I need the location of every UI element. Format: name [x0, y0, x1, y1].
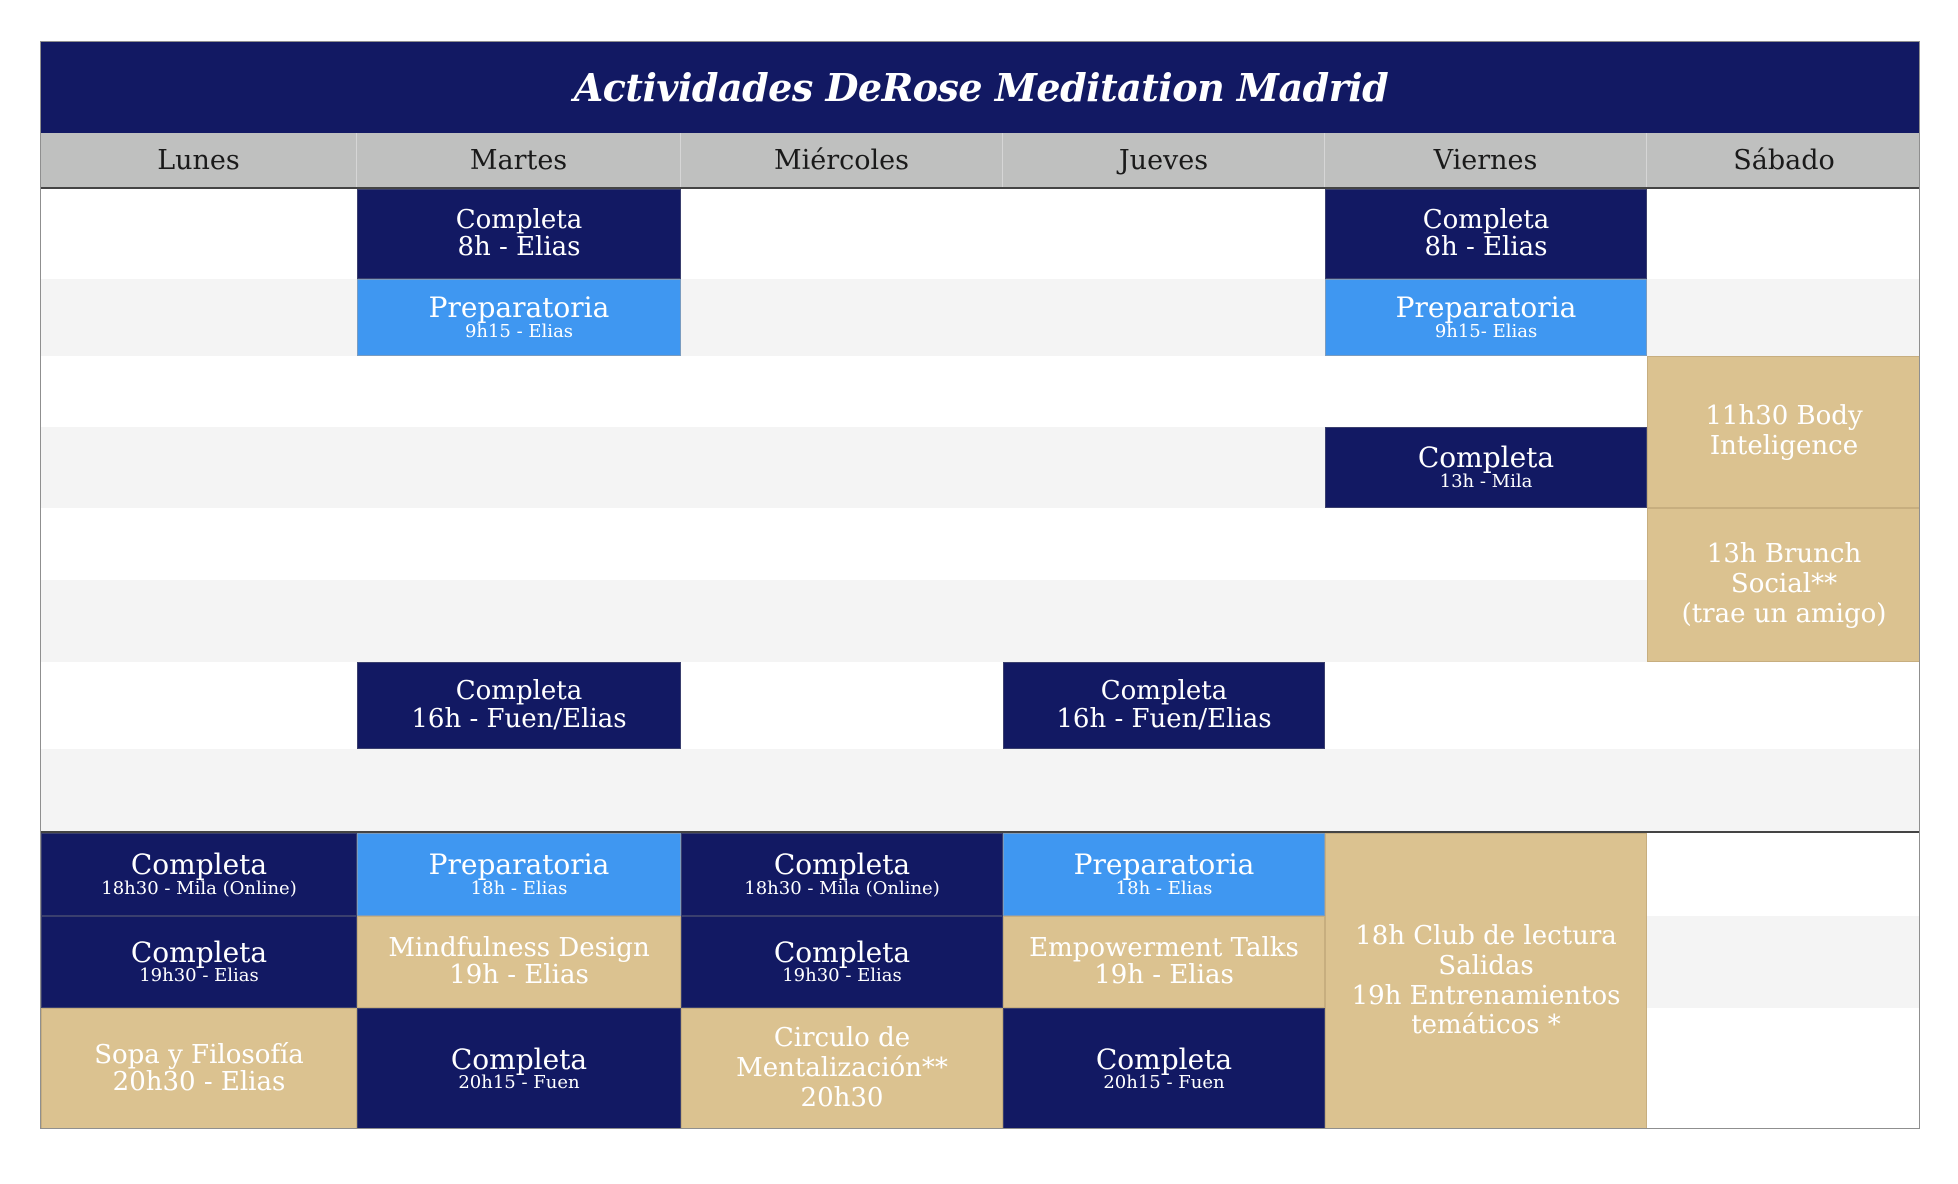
- activity-name: Completa: [1417, 441, 1555, 475]
- activity-line: 18h Club de lectura: [1355, 920, 1617, 951]
- activity-viernes-completa-8h[interactable]: [1325, 189, 1647, 279]
- activity-line: (trae un amigo): [1681, 598, 1887, 629]
- day-header-lunes: Lunes: [41, 133, 357, 187]
- activity-name: Completa: [1422, 204, 1550, 235]
- activity-name: Completa: [773, 935, 911, 969]
- activity-name: Completa: [455, 204, 583, 235]
- activity-name: Preparatoria: [1073, 848, 1255, 882]
- activity-line: Mentalización**: [736, 1053, 948, 1084]
- activity-detail: 18h - Elias: [470, 877, 568, 899]
- row-stripe: [41, 580, 1920, 662]
- activity-line: 11h30 Body: [1705, 401, 1863, 432]
- activity-jueves-completa-2015[interactable]: [1003, 1008, 1325, 1129]
- activity-lunes-completa-1830[interactable]: [41, 833, 357, 916]
- activity-line: Circulo de: [773, 1023, 911, 1054]
- activity-name: Completa: [773, 848, 911, 882]
- activity-jueves-completa-16h[interactable]: [1003, 662, 1325, 749]
- activity-detail: 9h15- Elias: [1434, 320, 1538, 342]
- activity-name: Empowerment Talks: [1029, 932, 1299, 963]
- activity-sabado-brunch-social[interactable]: [1647, 508, 1920, 662]
- activity-detail: 13h - Mila: [1439, 470, 1533, 492]
- activity-name: Preparatoria: [428, 848, 610, 882]
- activity-martes-completa-16h[interactable]: [357, 662, 681, 749]
- activity-viernes-club-lectura[interactable]: [1325, 833, 1647, 1129]
- row-stripe: [41, 356, 1920, 427]
- activity-name: Preparatoria: [1395, 291, 1577, 325]
- activity-detail: 18h30 - Mila (Online): [744, 877, 940, 899]
- activity-martes-preparatoria-9h15[interactable]: [357, 279, 681, 356]
- activity-line: 19h Entrenamientos: [1351, 980, 1621, 1011]
- activity-name: Completa: [1095, 1042, 1233, 1076]
- activity-lunes-sopa-filosofia[interactable]: [41, 1008, 357, 1129]
- activity-detail: 19h30 - Elias: [782, 965, 902, 987]
- day-header-martes: Martes: [357, 133, 681, 187]
- activity-name: Preparatoria: [428, 291, 610, 325]
- activity-viernes-preparatoria-9h15[interactable]: [1325, 279, 1647, 356]
- activity-line: 20h30: [800, 1082, 884, 1113]
- activity-name: Completa: [130, 935, 268, 969]
- activity-detail: 19h30 - Elias: [139, 965, 259, 987]
- activity-name: Sopa y Filosofía: [94, 1039, 304, 1070]
- day-header-viernes: Viernes: [1325, 133, 1647, 187]
- day-header-jueves: Jueves: [1003, 133, 1325, 187]
- row-stripe: [41, 508, 1920, 580]
- activity-line: 13h Brunch Social**: [1706, 539, 1862, 600]
- activity-detail: 8h - Elias: [457, 232, 581, 262]
- activity-name: Mindfulness Design: [388, 932, 650, 963]
- activity-sabado-body-inteligence[interactable]: [1647, 356, 1920, 508]
- activity-detail: 16h - Fuen/Elias: [411, 703, 627, 734]
- activity-name: Completa: [130, 848, 268, 882]
- row-stripe: [41, 662, 1920, 749]
- activity-detail: 9h15 - Elias: [464, 320, 574, 342]
- activity-martes-preparatoria-18h[interactable]: [357, 833, 681, 916]
- schedule-table: [40, 41, 1920, 1129]
- activity-detail: 20h15 - Fuen: [1103, 1072, 1225, 1094]
- activity-lunes-completa-1930[interactable]: [41, 916, 357, 1008]
- activity-line: temáticos *: [1411, 1010, 1561, 1041]
- activity-name: Completa: [455, 676, 583, 707]
- activity-detail: 20h15 - Fuen: [458, 1072, 580, 1094]
- page-title: Actividades DeRose Meditation Madrid: [41, 42, 1920, 133]
- activity-viernes-completa-13h[interactable]: [1325, 427, 1647, 508]
- activity-name: Completa: [1100, 676, 1228, 707]
- activity-line: Inteligence: [1709, 431, 1859, 461]
- row-stripe: [41, 749, 1920, 832]
- day-header-row: [41, 133, 1920, 189]
- activity-detail: 8h - Elias: [1424, 232, 1548, 262]
- activity-jueves-empowerment-talks[interactable]: [1003, 916, 1325, 1008]
- activity-miercoles-circulo-mentalizacion[interactable]: [681, 1008, 1003, 1129]
- activity-detail: 18h30 - Mila (Online): [101, 877, 297, 899]
- activity-detail: 16h - Fuen/Elias: [1056, 703, 1272, 734]
- activity-name: Completa: [450, 1042, 588, 1076]
- activity-detail: 20h30 - Elias: [112, 1067, 286, 1097]
- activity-martes-completa-8h[interactable]: [357, 189, 681, 279]
- day-header-sabado: Sábado: [1733, 144, 1835, 176]
- activity-detail: 19h - Elias: [449, 960, 589, 990]
- activity-detail: 19h - Elias: [1094, 960, 1234, 990]
- activity-miercoles-completa-1930[interactable]: [681, 916, 1003, 1008]
- activity-line: Salidas: [1438, 950, 1534, 981]
- activity-miercoles-completa-1830[interactable]: [681, 833, 1003, 916]
- day-header-miercoles: Miércoles: [681, 133, 1003, 187]
- activity-martes-mindfulness-design[interactable]: [357, 916, 681, 1008]
- activity-detail: 18h - Elias: [1115, 877, 1213, 899]
- activity-martes-completa-2015[interactable]: [357, 1008, 681, 1129]
- activity-jueves-preparatoria-18h[interactable]: [1003, 833, 1325, 916]
